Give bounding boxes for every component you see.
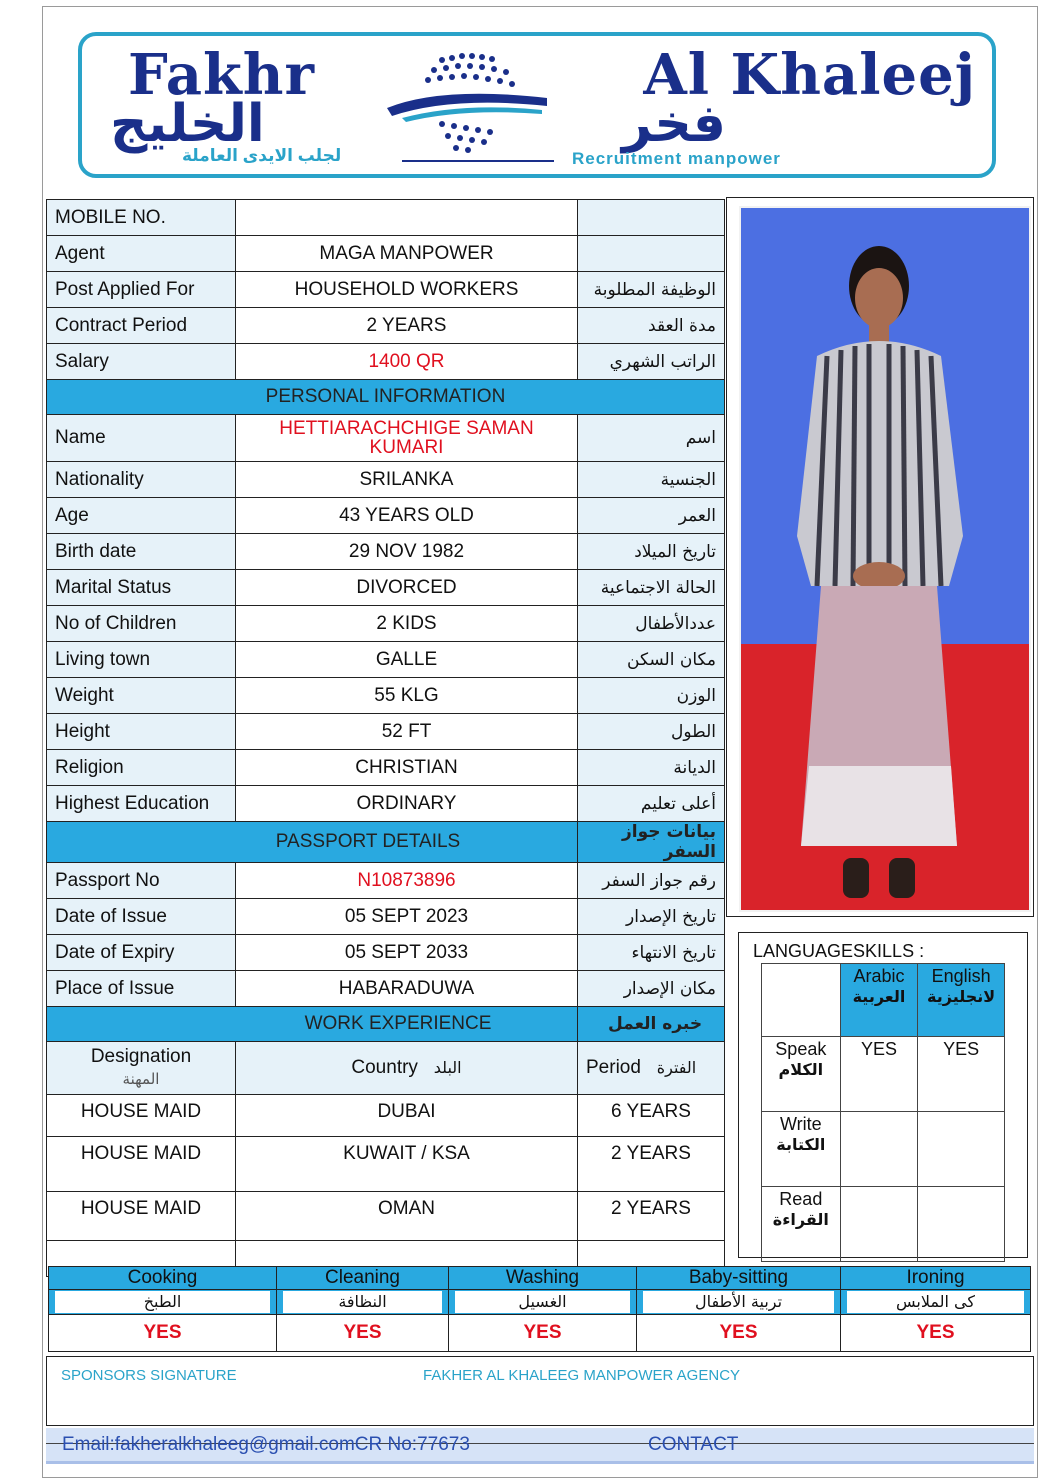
field-label-ar: الديانة: [578, 750, 725, 786]
field-value: CHRISTIAN: [236, 750, 578, 786]
skill-value: YES: [637, 1315, 841, 1352]
passport-title-ar: بيانات جواز السفر: [578, 822, 725, 863]
work-country: KUWAIT / KSA: [236, 1137, 578, 1192]
section-header: [47, 380, 725, 415]
field-label-ar: مكان الإصدار: [578, 971, 725, 1007]
info-row: [47, 642, 725, 678]
field-label-ar: تاريخ الإصدار: [578, 899, 725, 935]
logo-text-ar-1: الخليج: [110, 94, 265, 154]
agency-label: FAKHER AL KHALEEG MANPOWER AGENCY: [423, 1367, 741, 1384]
logo-divider: [402, 160, 554, 162]
skill-name-ar: تربية الأطفال: [643, 1291, 834, 1313]
info-row: [47, 786, 725, 822]
work-country: OMAN: [236, 1192, 578, 1241]
field-label: No of Children: [47, 606, 236, 642]
info-row: [47, 899, 725, 935]
language-skill-cell: [762, 1187, 841, 1262]
skill-value: YES: [449, 1315, 637, 1352]
section-header: [47, 822, 725, 863]
field-label: Date of Expiry: [47, 935, 236, 971]
field-value: 43 YEARS OLD: [236, 498, 578, 534]
language-skill-label: Read: [779, 1189, 823, 1209]
country-label-ar: البلد: [433, 1058, 462, 1077]
candidate-photo: [726, 197, 1034, 917]
passport-title: PASSPORT DETAILS: [47, 822, 578, 863]
info-row: [47, 935, 725, 971]
field-value: 1400 QR: [236, 344, 578, 380]
logo-dots-icon: [382, 46, 552, 158]
work-designation: HOUSE MAID: [47, 1192, 236, 1241]
skill-name-ar-cell: [449, 1290, 637, 1315]
arabic-label-ar: العربية: [852, 987, 906, 1006]
work-experience-title-ar: خبره العمل: [578, 1007, 725, 1042]
logo-text-en-2: Al Khaleej: [643, 42, 976, 108]
english-skill-value: YES: [918, 1037, 1005, 1112]
arabic-label: Arabic: [853, 966, 905, 986]
field-label: Name: [47, 415, 236, 462]
field-label-ar: تاريخ الميلاد: [578, 534, 725, 570]
skills-name-ar-row: [49, 1290, 1031, 1315]
skill-value: YES: [49, 1315, 277, 1352]
info-row: [47, 308, 725, 344]
field-label-ar: الوزن: [578, 678, 725, 714]
field-value: DIVORCED: [236, 570, 578, 606]
language-row: [762, 1187, 1005, 1262]
period-label: Period: [586, 1057, 641, 1078]
field-value: 2 KIDS: [236, 606, 578, 642]
field-label-ar: تاريخ الانتهاء: [578, 935, 725, 971]
field-label-ar: [578, 200, 725, 236]
language-skill-label: Write: [779, 1114, 822, 1134]
arabic-skill-value: [840, 1112, 918, 1187]
field-value: 05 SEPT 2033: [236, 935, 578, 971]
language-skill-label-ar: الكلام: [778, 1060, 824, 1079]
field-label: Place of Issue: [47, 971, 236, 1007]
field-label: Birth date: [47, 534, 236, 570]
field-label: Nationality: [47, 462, 236, 498]
language-row: [762, 1037, 1005, 1112]
contact-bar: [46, 1428, 1034, 1464]
language-skill-cell: [762, 1112, 841, 1187]
info-row: [47, 678, 725, 714]
field-value: ORDINARY: [236, 786, 578, 822]
skill-name: Cooking: [49, 1267, 277, 1290]
field-label-ar: الراتب الشهري: [578, 344, 725, 380]
arabic-column-header: [840, 964, 918, 1037]
field-label: Age: [47, 498, 236, 534]
work-row: [47, 1192, 725, 1241]
skills-value-row: [49, 1315, 1031, 1352]
info-row: [47, 534, 725, 570]
skill-name: Ironing: [841, 1267, 1031, 1290]
skill-name-ar-cell: [841, 1290, 1031, 1315]
personal-info-title: PERSONAL INFORMATION: [47, 380, 725, 415]
field-label-ar: مكان السكن: [578, 642, 725, 678]
skill-name-ar: النظافة: [283, 1291, 442, 1313]
logo-subtitle-ar: لجلب الايدى العاملة: [182, 146, 342, 165]
english-skill-value: [918, 1112, 1005, 1187]
field-label: Salary: [47, 344, 236, 380]
info-row: [47, 498, 725, 534]
language-skill-cell: [762, 1037, 841, 1112]
country-label: Country: [351, 1057, 418, 1078]
field-label: Post Applied For: [47, 272, 236, 308]
designation-label-ar: المهنة: [122, 1070, 160, 1088]
info-row: [47, 462, 725, 498]
field-value: 52 FT: [236, 714, 578, 750]
arabic-skill-value: YES: [840, 1037, 918, 1112]
field-label: Marital Status: [47, 570, 236, 606]
work-country: DUBAI: [236, 1095, 578, 1137]
info-row: [47, 272, 725, 308]
work-period: 2 YEARS: [578, 1137, 725, 1192]
skill-name-ar: الطبخ: [55, 1291, 270, 1313]
skill-name-ar-cell: [277, 1290, 449, 1315]
contact-label: CONTACT: [648, 1434, 739, 1455]
english-label: English: [931, 966, 991, 986]
english-label-ar: لانجليزية: [927, 987, 996, 1006]
field-value: GALLE: [236, 642, 578, 678]
field-label-ar: الحالة الاجتماعية: [578, 570, 725, 606]
field-value: 55 KLG: [236, 678, 578, 714]
language-row: [762, 1112, 1005, 1187]
skills-table: [48, 1266, 1031, 1352]
work-period: 6 YEARS: [578, 1095, 725, 1137]
field-label-ar: رقم جواز السفر: [578, 863, 725, 899]
field-label: Highest Education: [47, 786, 236, 822]
section-header: [47, 1007, 725, 1042]
logo-text-ar-2: فخر: [622, 94, 726, 154]
logo-text-en-1: Fakhr: [128, 42, 315, 108]
field-value: 29 NOV 1982: [236, 534, 578, 570]
field-value: HABARADUWA: [236, 971, 578, 1007]
field-label: Religion: [47, 750, 236, 786]
field-label-ar: الجنسية: [578, 462, 725, 498]
info-row: [47, 344, 725, 380]
info-row: [47, 606, 725, 642]
company-logo: [78, 32, 996, 178]
work-row: [47, 1137, 725, 1192]
skill-name: Cleaning: [277, 1267, 449, 1290]
work-header-row: [47, 1042, 725, 1095]
arabic-skill-value: [840, 1187, 918, 1262]
field-label-ar: عددالأطفال: [578, 606, 725, 642]
field-label-ar: أعلى تعليم: [578, 786, 725, 822]
skill-name-ar: الغسيل: [455, 1291, 630, 1313]
field-value: MAGA MANPOWER: [236, 236, 578, 272]
info-row: [47, 971, 725, 1007]
field-label-ar: [578, 236, 725, 272]
field-value: HETTIARACHCHIGE SAMAN KUMARI: [236, 415, 578, 462]
person-photo-icon: [739, 206, 1031, 912]
field-label-ar: الطول: [578, 714, 725, 750]
skill-name-ar: كى الملابس: [847, 1291, 1024, 1313]
skills-name-row: [49, 1267, 1031, 1290]
logo-subtitle-en: Recruitment manpower: [572, 149, 781, 168]
language-header-row: [762, 964, 1005, 1037]
signature-box: [46, 1356, 1034, 1426]
field-value: HOUSEHOLD WORKERS: [236, 272, 578, 308]
field-label: Height: [47, 714, 236, 750]
field-label: Agent: [47, 236, 236, 272]
language-skill-label-ar: الكتابة: [776, 1135, 826, 1154]
field-label-ar: اسم: [578, 415, 725, 462]
field-label-ar: الوظيفة المطلوبة: [578, 272, 725, 308]
work-row: [47, 1095, 725, 1137]
skill-name-ar-cell: [49, 1290, 277, 1315]
work-period: 2 YEARS: [578, 1192, 725, 1241]
english-column-header: [918, 964, 1005, 1037]
period-header: [578, 1042, 725, 1095]
info-row: [47, 415, 725, 462]
skill-name-ar-cell: [637, 1290, 841, 1315]
info-row: [47, 750, 725, 786]
field-value: 05 SEPT 2023: [236, 899, 578, 935]
field-value: 2 YEARS: [236, 308, 578, 344]
field-value: SRILANKA: [236, 462, 578, 498]
language-skills-box: [738, 932, 1028, 1258]
field-label: Passport No: [47, 863, 236, 899]
field-label-ar: مدة العقد: [578, 308, 725, 344]
email-text: Email:fakheralkhaleeg@gmail.comCR No:77673: [62, 1434, 470, 1455]
language-skill-label-ar: القراءة: [772, 1210, 829, 1229]
info-table: [46, 199, 725, 1277]
designation-label: Designation: [90, 1046, 192, 1067]
work-designation: HOUSE MAID: [47, 1137, 236, 1192]
field-label: Contract Period: [47, 308, 236, 344]
designation-header: [47, 1042, 236, 1095]
info-row: [47, 714, 725, 750]
skill-value: YES: [841, 1315, 1031, 1352]
skill-name: Baby-sitting: [637, 1267, 841, 1290]
info-row: [47, 200, 725, 236]
skill-value: YES: [277, 1315, 449, 1352]
skill-name: Washing: [449, 1267, 637, 1290]
period-label-ar: الفترة: [656, 1058, 697, 1077]
sponsor-signature-label: SPONSORS SIGNATURE: [61, 1367, 237, 1384]
field-value: N10873896: [236, 863, 578, 899]
field-label: Weight: [47, 678, 236, 714]
english-skill-value: [918, 1187, 1005, 1262]
field-label: Living town: [47, 642, 236, 678]
field-label: MOBILE NO.: [47, 200, 236, 236]
language-skills-title: LANGUAGESKILLS :: [753, 941, 925, 961]
info-row: [47, 570, 725, 606]
language-skills-table: [761, 963, 1005, 1262]
field-label: Date of Issue: [47, 899, 236, 935]
work-experience-title: WORK EXPERIENCE: [47, 1007, 578, 1042]
field-label-ar: العمر: [578, 498, 725, 534]
info-row: [47, 236, 725, 272]
language-skill-label: Speak: [775, 1039, 827, 1059]
field-value: [236, 200, 578, 236]
work-designation: HOUSE MAID: [47, 1095, 236, 1137]
info-row: [47, 863, 725, 899]
country-header: [236, 1042, 578, 1095]
